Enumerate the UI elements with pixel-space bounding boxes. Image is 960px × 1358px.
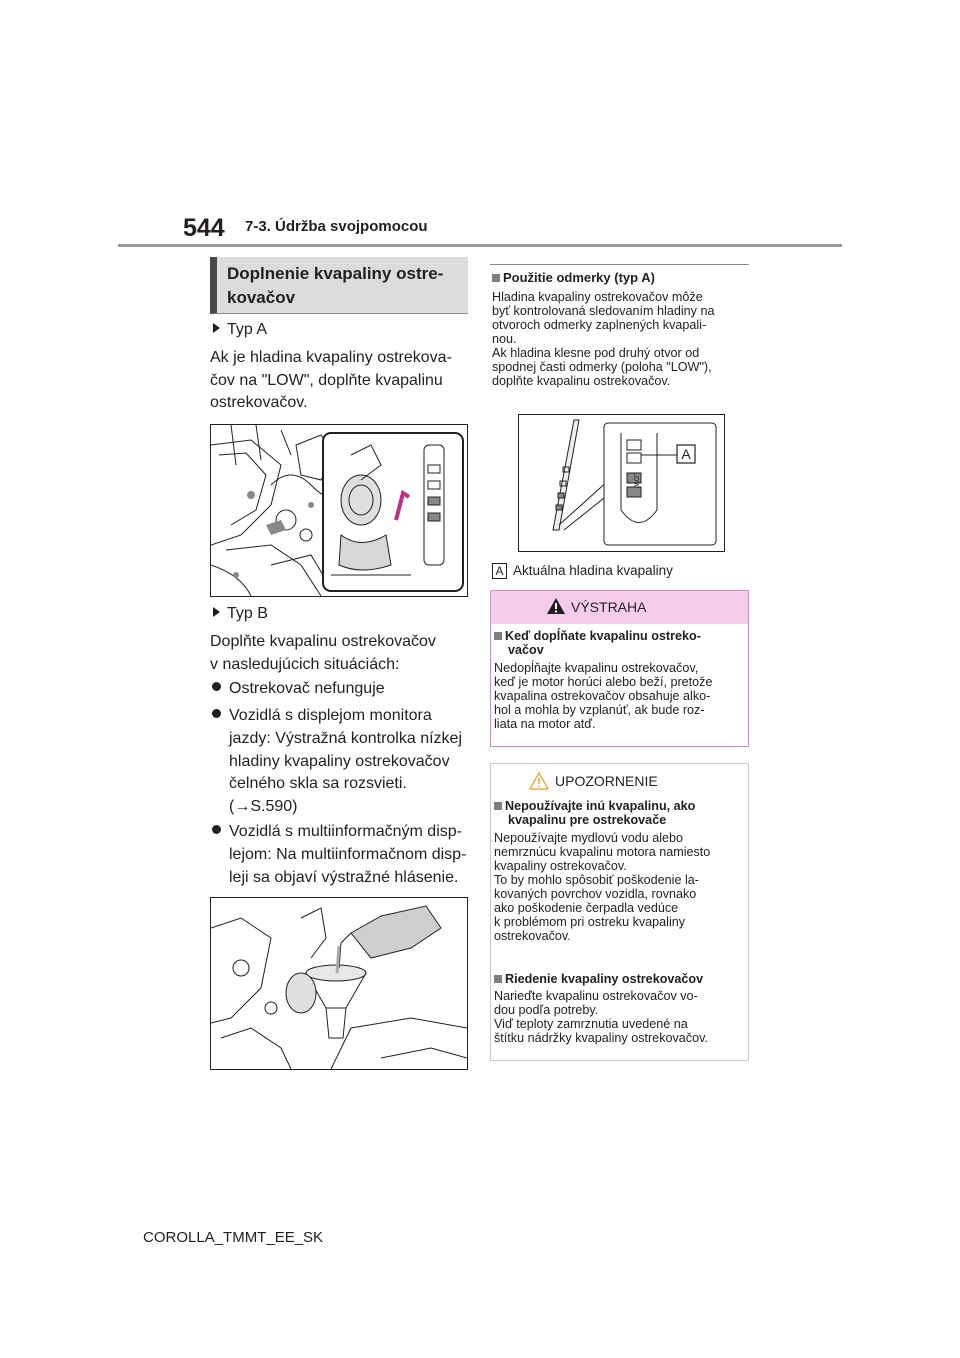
text-line: k problémom pri ostreku kvapaliny xyxy=(494,915,686,929)
text-line: kvapalinu pre ostrekovače xyxy=(508,813,667,827)
square-bullet-icon xyxy=(494,975,502,983)
text-line: doplňte kvapalinu ostrekovačov. xyxy=(492,374,671,388)
warning-title: VÝSTRAHA xyxy=(571,599,647,615)
notice-subheading-2 xyxy=(494,972,703,986)
text-line: kovaných povrchov vozidla, rovnako xyxy=(494,887,697,901)
warning-text xyxy=(494,661,712,731)
text-line: ostrekovačov. xyxy=(210,394,308,411)
text-line: Riedenie kvapaliny ostrekovačov xyxy=(505,972,704,986)
square-bullet-icon xyxy=(494,802,502,810)
triangle-bullet-icon xyxy=(213,323,220,333)
text-line: byť kontrolovaná sledovaním hladiny na xyxy=(492,304,715,318)
text-line: leji sa objaví výstražné hlásenie. xyxy=(229,868,459,886)
dipstick-figure xyxy=(518,414,725,552)
section-title: 7-3. Údržba svojpomocou xyxy=(245,218,428,235)
text-line: Doplňte kvapalinu ostrekovačov xyxy=(210,633,436,650)
text-line: čelného skla sa rozsvieti. xyxy=(229,775,407,792)
bullet-text: Vozidlá s multiinformačným disp- xyxy=(229,823,462,840)
warning-header xyxy=(491,591,748,624)
notice-text-1 xyxy=(494,831,710,943)
bullet-item xyxy=(212,705,432,728)
legend-text: Aktuálna hladina kvapaliny xyxy=(513,563,673,578)
caution-triangle-icon xyxy=(529,772,549,790)
text-line: ako poškodenie čerpadla vedúce xyxy=(494,901,679,915)
text-line: (→S.590) xyxy=(229,797,298,815)
text-line: kvapalina ostrekovačov obsahuje alko- xyxy=(494,689,711,703)
text-line: To by mohlo spôsobiť poškodenie la- xyxy=(494,873,699,887)
engine-bay-illustration xyxy=(211,425,467,596)
bullet-dot-icon xyxy=(212,709,221,718)
warning-triangle-icon xyxy=(546,597,566,615)
text-line: otvoroch odmerky zaplnených kvapali- xyxy=(492,318,707,332)
square-bullet-icon xyxy=(494,632,502,640)
low-label: LOW xyxy=(632,472,639,488)
legend-row xyxy=(492,563,673,579)
type-b-label: Typ B xyxy=(227,605,268,622)
section-heading: Doplnenie kvapaliny ostre-kovačov xyxy=(227,264,444,307)
text-line: dou podľa potreby. xyxy=(494,1003,599,1017)
text-line: Nepoužívajte inú kvapalinu, ako xyxy=(505,799,696,813)
right-column-divider xyxy=(490,264,749,265)
text-line: spodnej časti odmerky (poloha "LOW"), xyxy=(492,360,712,374)
notice-title: UPOZORNENIE xyxy=(555,773,658,789)
text-line: štítku nádržky kvapaliny ostrekovačov. xyxy=(494,1031,708,1045)
header-divider xyxy=(118,244,842,247)
refill-figure-type-b xyxy=(210,897,468,1070)
text-line: Nepoužívajte mydlovú vodu alebo xyxy=(494,831,684,845)
dipstick-illustration xyxy=(519,415,724,551)
bullet-item xyxy=(212,821,462,844)
bullet-continuation xyxy=(229,728,462,818)
text-line: Narieďte kvapalinu ostrekovačov vo- xyxy=(494,989,698,1003)
text-line: Ak je hladina kvapaliny ostrekova- xyxy=(210,349,452,366)
page-number: 544 xyxy=(183,214,225,242)
text-line: jazdy: Výstražná kontrolka nízkej xyxy=(229,730,462,747)
text-line: hladiny kvapaliny ostrekovačov xyxy=(229,752,450,770)
text-line: v nasledujúcich situáciách: xyxy=(210,655,400,673)
footer-code: COROLLA_TMMT_EE_SK xyxy=(143,1229,324,1246)
bullet-dot-icon xyxy=(212,825,221,834)
square-bullet-icon xyxy=(492,274,500,282)
bullet-dot-icon xyxy=(212,682,221,691)
notice-text-2 xyxy=(494,989,708,1045)
bullet-text: Vozidlá s displejom monitora xyxy=(229,707,432,724)
notice-box xyxy=(490,763,749,1061)
dipstick-title-row xyxy=(492,270,655,285)
text-line: vačov xyxy=(508,643,544,657)
text-line: lejom: Na multiinformačnom disp- xyxy=(229,846,467,863)
text-line: keď je motor horúci alebo beží, pretože xyxy=(494,675,713,689)
text-line: Hladina kvapaliny ostrekovačov môže xyxy=(492,290,703,304)
text-line: nou. xyxy=(492,332,517,346)
text-line: Ak hladina klesne pod druhý otvor od xyxy=(492,346,700,360)
dipstick-text xyxy=(492,290,714,388)
text-line: ostrekovačov. xyxy=(494,929,571,943)
bullet-continuation xyxy=(229,844,466,889)
engine-bay-figure-type-a xyxy=(210,424,468,597)
type-a-label-row xyxy=(213,319,267,342)
bullet-item xyxy=(212,678,385,701)
text-line: kvapaliny ostrekovačov. xyxy=(494,859,627,873)
dipstick-title: Použitie odmerky (typ A) xyxy=(503,270,655,285)
warning-subheading xyxy=(494,629,701,657)
type-b-intro xyxy=(210,631,436,676)
type-b-label-row xyxy=(213,603,268,626)
text-line: hol a mohla by vzplanúť, ak bude roz- xyxy=(494,703,705,717)
warning-box xyxy=(490,590,749,747)
bullet-text: Ostrekovač nefunguje xyxy=(229,680,385,697)
text-line: Viď teploty zamrznutia uvedené na xyxy=(494,1017,688,1031)
notice-subheading-1 xyxy=(494,799,695,827)
text-line: Keď dopĺňate kvapalinu ostreko- xyxy=(505,629,701,643)
legend-letter: A xyxy=(492,563,507,579)
type-a-text xyxy=(210,347,452,415)
text-line: nemrznúcu kvapalinu motora namiesto xyxy=(494,845,711,859)
text-line: liata na motor atď. xyxy=(494,717,596,731)
type-a-label: Typ A xyxy=(227,321,268,338)
section-heading-box xyxy=(210,257,468,314)
text-line: Nedopĺňajte kvapalinu ostrekovačov, xyxy=(494,661,699,675)
text-line: čov na "LOW", doplňte kvapalinu xyxy=(210,371,443,389)
triangle-bullet-icon xyxy=(213,607,220,617)
refill-illustration xyxy=(211,898,467,1069)
callout-letter: A xyxy=(681,446,691,462)
